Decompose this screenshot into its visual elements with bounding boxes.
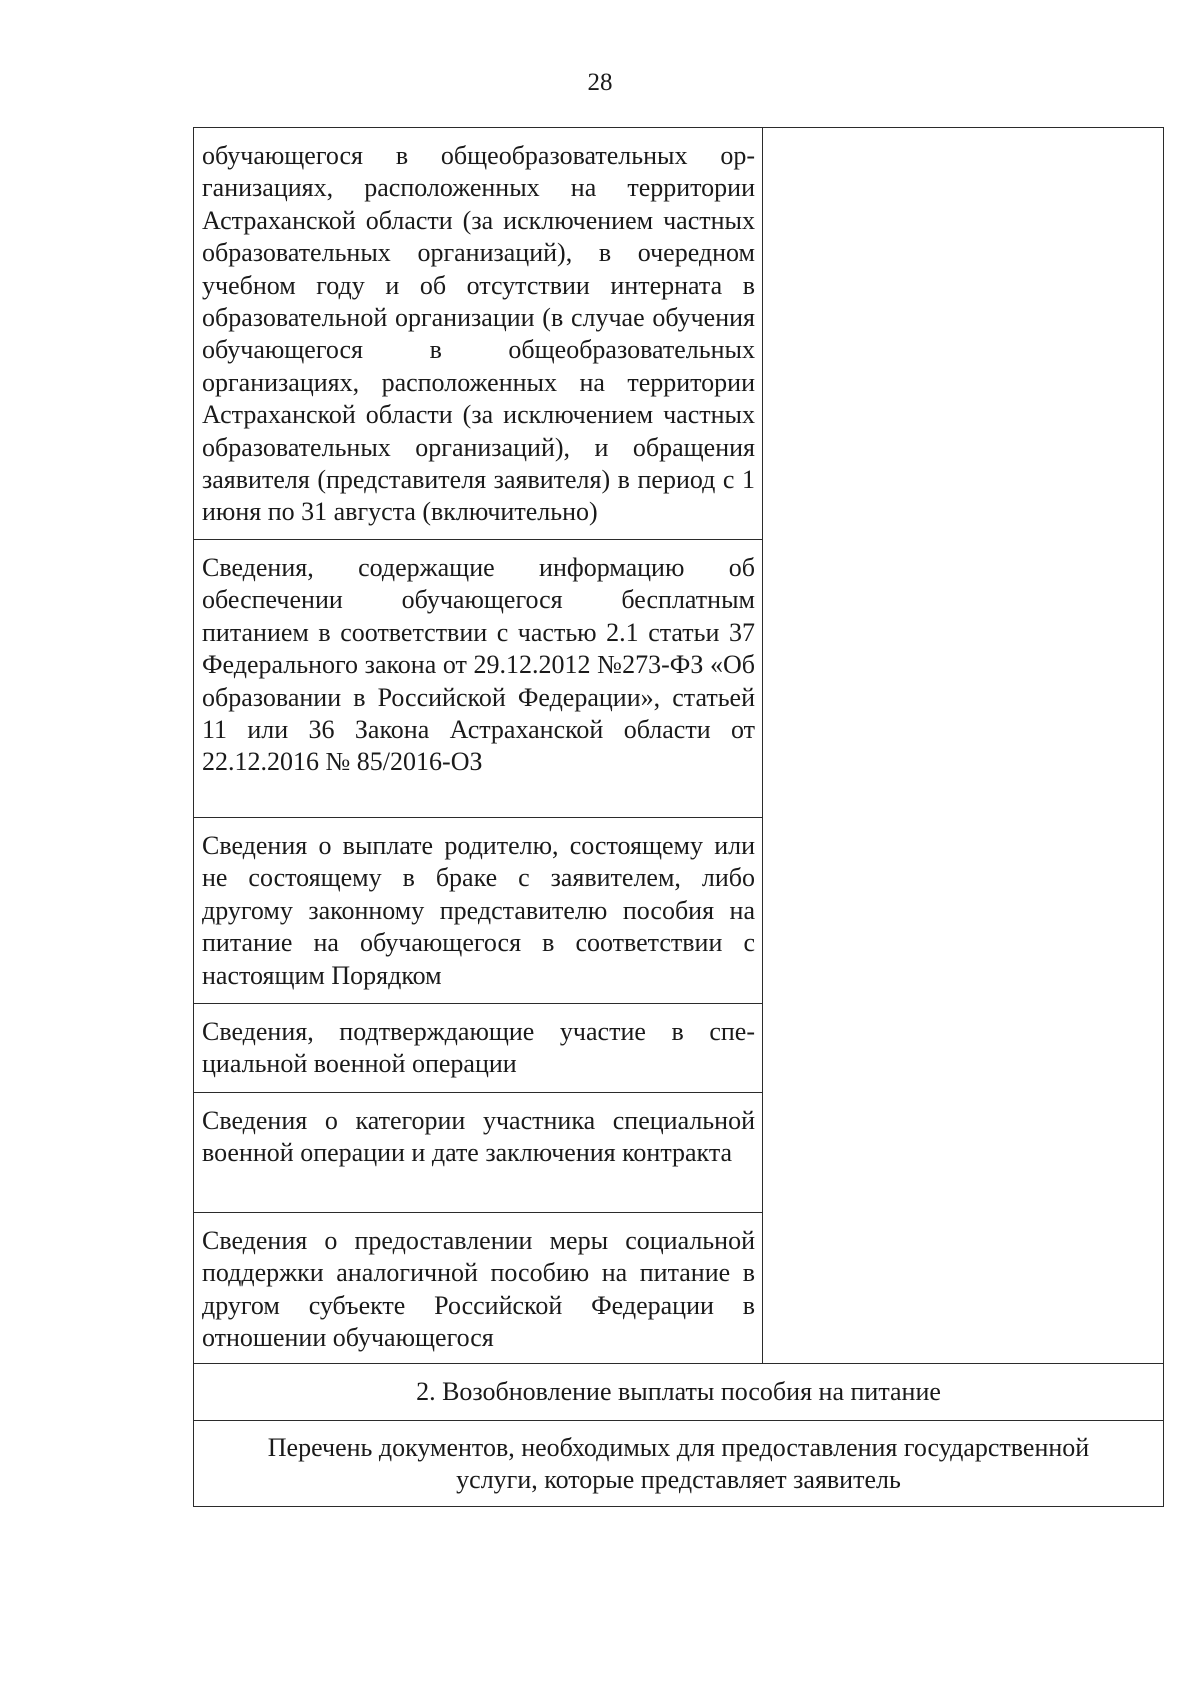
section-title: 2. Возобновление выплаты пособия на питание	[194, 1364, 1164, 1421]
cell-text: Сведения, содержащие информацию об обеспечении обучающегося бесплатным питанием в соответствии с частью 2.1 статьи 37 Федерального закона от 29.12.2012 №273-ФЗ «Об образовании в Российской Федерации», статьей 11 или 36 Закона Астраханской области от 22.12.2016 № 85/2016-ОЗ	[202, 553, 755, 777]
table-row	[194, 1421, 1164, 1507]
table-row	[194, 128, 1164, 540]
table-cell-left	[194, 1213, 763, 1364]
table-cell-right-empty	[763, 128, 1164, 1364]
table-row	[194, 1364, 1164, 1421]
table-cell-left	[194, 540, 763, 818]
cell-text: обучающегося в общеобразовательных организациях, расположенных на территории Астраханской области (за исключением частных образовательных организаций), в очередном учебном году и об отсутствии интерната в образовательной организации (в случае обучения обучающегося в общеобразовательных организациях, расположенных на территории Астраханской области (за исключением частных образовательных организаций), и обращения заявителя (представителя заявителя) в период с 1 июня по 31 августа (включительно)	[202, 141, 755, 527]
cell-text: Сведения о предоставлении меры социальной поддержки аналогичной пособию на питание в другом субъекте Российской Федерации в отношении обучающегося	[202, 1226, 755, 1353]
table-cell-left	[194, 128, 763, 540]
page-number: 28	[587, 69, 613, 96]
cell-text: Сведения, подтверждающие участие в специальной военной операции	[202, 1017, 755, 1079]
list-header: Перечень документов, необходимых для предоставления государственной услуги, которые представляет заявитель	[194, 1421, 1164, 1507]
cell-text: Сведения о выплате родителю, состоящему или не состоящему в браке с заявителем, либо другому законному представителю пособия на питание на обучающегося в соответствии с настоящим Порядком	[202, 831, 755, 990]
table-cell-left	[194, 1004, 763, 1093]
table-cell-left	[194, 1093, 763, 1213]
documents-table	[193, 127, 1164, 1507]
table-cell-left	[194, 818, 763, 1004]
cell-text: Сведения о категории участника специальной военной операции и дате заключения контракта	[202, 1106, 755, 1168]
